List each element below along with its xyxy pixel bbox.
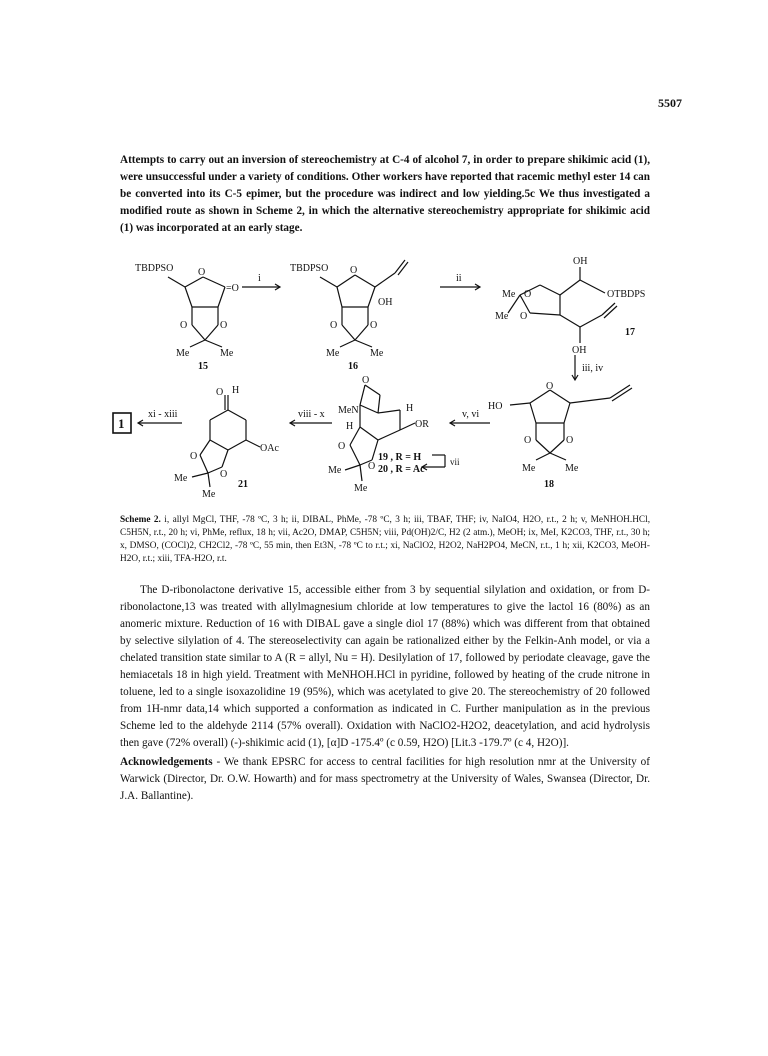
label-o-19-left: O (338, 441, 346, 452)
reagent-xi-xiii: xi - xiii (148, 409, 178, 420)
label-o-18: O (546, 381, 554, 392)
compound-16-structure (320, 260, 408, 347)
scheme-caption-label: Scheme 2. (120, 515, 161, 525)
label-o-17-bottom: O (520, 311, 528, 322)
reagent-ii: ii (456, 273, 462, 284)
scheme-caption (120, 514, 650, 566)
label-o-15-right: O (220, 320, 228, 331)
label-otbdps-17: OTBDPS (607, 289, 646, 300)
acknowledgements (120, 754, 650, 805)
label-o-21-left: O (190, 451, 198, 462)
label-ho-18: HO (488, 401, 503, 412)
label-me-16-right: Me (370, 348, 384, 359)
label-oh-17-bottom: OH (572, 345, 587, 356)
label-o-15: O (198, 267, 206, 278)
label-carbonyl-15: =O (226, 283, 239, 294)
label-me-15-left: Me (176, 348, 190, 359)
reagent-i: i (258, 273, 261, 284)
label-o-17-top: O (524, 289, 532, 300)
compound-18-structure (510, 385, 632, 460)
acknowledgements-text: - We thank EPSRC for access to central facilities for high resolution nmr at the University of Warwick (Director, Dr. O.W. Howarth) and for mass spectrometry at the University of Wales, Swansea (Director, Dr. J.A. Ballantine). (120, 756, 650, 802)
label-me-15-right: Me (220, 348, 234, 359)
label-me-18-right: Me (565, 463, 579, 474)
label-h-21: H (232, 385, 240, 396)
label-h-19-left: H (346, 421, 354, 432)
compound-20-label: 20 , R = Ac (378, 464, 425, 475)
label-me-17-bottom: Me (495, 311, 509, 322)
reagent-vii: vii (450, 457, 460, 467)
compound-17-number: 17 (625, 327, 635, 338)
compound-18-number: 18 (544, 479, 554, 490)
label-o-18-left: O (524, 435, 532, 446)
label-h-19-right: H (406, 403, 414, 414)
acknowledgements-heading: Acknowledgements (120, 756, 213, 768)
compound-16-number: 16 (348, 361, 358, 372)
label-me-19-bottom: Me (354, 483, 368, 494)
label-me-19-left: Me (328, 465, 342, 476)
label-tbdpso-15: TBDPSO (135, 263, 174, 274)
page-number: 5507 (658, 96, 682, 110)
compound-1-number: 1 (118, 416, 125, 431)
label-o-16-right: O (370, 320, 378, 331)
label-o-15-left: O (180, 320, 188, 331)
label-me-18-left: Me (522, 463, 536, 474)
scheme-2-diagram (110, 255, 670, 500)
label-me-21-left: Me (174, 473, 188, 484)
label-men-19: MeN (338, 405, 359, 416)
label-me-21-bottom: Me (202, 489, 216, 500)
label-o-21-bottom: O (220, 469, 228, 480)
label-me-17-top: Me (502, 289, 516, 300)
compound-15-structure (168, 277, 228, 347)
label-o-19: O (362, 375, 370, 386)
paragraph-intro: Attempts to carry out an inversion of stereochemistry at C-4 of alcohol 7, in order to prepare shikimic acid (1), were unsuccessful under a variety of conditions. Other workers have reported that racemic methyl ester 14 can be converted into its C-5 epimer, but the procedure was indirect and low yielding.5c We thus investigated a modified route as shown in Scheme 2, in which the alternative stereochemistry appropriate for shikimic acid (1) was incorporated at an early stage. (120, 154, 650, 234)
label-o-18-right: O (566, 435, 574, 446)
compound-21-number: 21 (238, 479, 248, 490)
reagent-v-vi: v, vi (462, 409, 480, 420)
label-o-19-bottom: O (368, 461, 376, 472)
scheme-caption-text: i, allyl MgCl, THF, -78 ºC, 3 h; ii, DIBAL, PhMe, -78 ºC, 3 h; iii, TBAF, THF; iv, NaIO4, H2O, r.t., 2 h; v, MeNHOH.HCl, C5H5N, r.t., 20 h; vi, PhMe, reflux, 18 h; vii, Ac2O, DMAP, C5H5N; viii, Pd(OH)2/C, H2 (2 atm.), MeOH; ix, MeI, K2CO3, THF, r.t., 30 h; x, DMSO, (COCl)2, CH2Cl2, -78 ºC, 55 min, then Et3N, -78 ºC to r.t.; xi, NaClO2, H2O2, NaH2PO4, MeCN, r.t., 1 h; xii, K2CO3, MeOH-H2O, r.t.; xiii, TFA-H2O, r.t. (120, 515, 651, 564)
reagent-iii-iv: iii, iv (582, 363, 604, 374)
compound-17-structure (508, 267, 617, 343)
label-o-16-left: O (330, 320, 338, 331)
label-or-19: OR (415, 419, 429, 430)
label-me-16-left: Me (326, 348, 340, 359)
label-oh-16: OH (378, 297, 393, 308)
compound-19-label: 19 , R = H (378, 452, 422, 463)
reagent-viii-x: viii - x (298, 409, 325, 420)
label-oh-17-top: OH (573, 256, 588, 267)
paragraph-results: The D-ribonolactone derivative 15, accessible either from 3 by sequential silylation and oxidation, or from D-ribonolactone,13 was treated with allylmagnesium chloride at low temperatures to give the lactol 16 (80%) as an anomeric mixture. Reduction of 16 with DIBAL gave a single diol 17 (88%) which was different from that obtained by selective silylation of 4. The stereoselectivity can again be rationalized either by the Felkin-Anh model, or via a chelated transition state similar to A (R = allyl, Nu = H). Desilylation of 17, followed by periodate cleavage, gave the hemiacetals 18 in high yield. Treatment with MeNHOH.HCl in pyridine, followed by heating of the crude nitrone in toluene, led to a single isoxazolidine 19 (95%), which was acetylated to give 20. The stereochemistry of 20 followed from 1H-nmr data,14 which supported a conformation as indicated in C. Further manipulation as in the previous Scheme led to the aldehyde 2114 (57% overall). Oxidation with NaClO2-H2O2, deacetylation, and acid hydrolysis then gave (72% overall) (-)-shikimic acid (1), [α]D -175.4º (c 0.59, H2O) [Lit.3 -179.7º (c 4, H2O)]. (120, 584, 650, 749)
compound-15-number: 15 (198, 361, 208, 372)
label-tbdpso-16: TBDPSO (290, 263, 329, 274)
label-o-21: O (216, 387, 224, 398)
label-o-16: O (350, 265, 358, 276)
label-oac-21: OAc (260, 443, 279, 454)
